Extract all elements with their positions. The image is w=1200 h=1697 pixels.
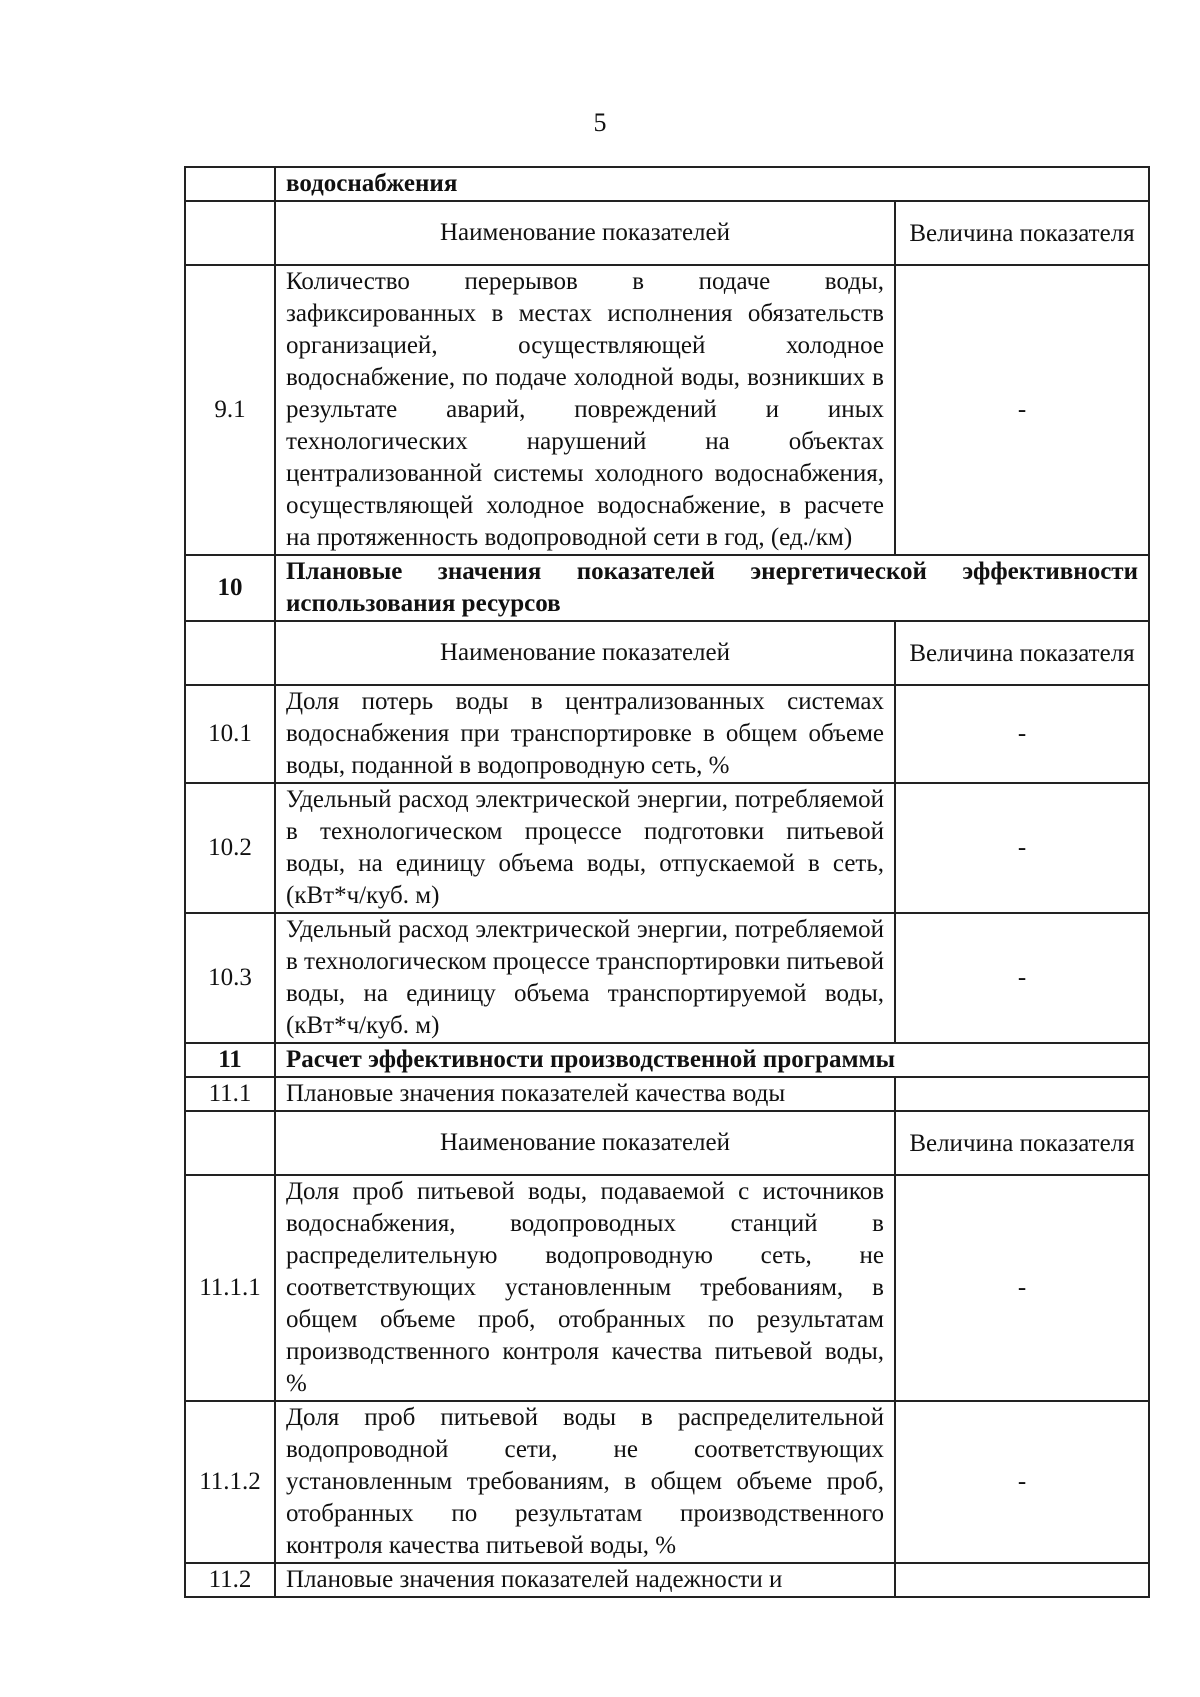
row-value-empty [895,1563,1149,1597]
table-row [185,1175,1149,1401]
section-number: 10 [185,555,275,621]
table-row [185,1401,1149,1563]
num-cell-empty [185,1111,275,1175]
row-number: 9.1 [185,265,275,555]
header-value: Величина показателя [895,201,1149,265]
table-header-row [185,621,1149,685]
section-row [185,555,1149,621]
row-number: 10.1 [185,685,275,783]
section-row [185,1043,1149,1077]
row-number: 11.1.2 [185,1401,275,1563]
header-value: Величина показателя [895,621,1149,685]
row-value: - [895,783,1149,913]
row-text: Доля потерь воды в централизованных системах водоснабжения при транспортировке в общем объеме воды, поданной в водопроводную сеть, % [275,685,895,783]
continued-section-title: водоснабжения [275,167,1149,201]
row-value: - [895,265,1149,555]
row-number: 11.2 [185,1563,275,1597]
section-title: Расчет эффективности производственной программы [275,1043,1149,1077]
header-name: Наименование показателей [275,621,895,685]
indicators-table [184,166,1150,1598]
table-row [185,1563,1149,1597]
row-value: - [895,1175,1149,1401]
num-cell-empty [185,201,275,265]
section-number: 11 [185,1043,275,1077]
table-header-row [185,1111,1149,1175]
header-name: Наименование показателей [275,201,895,265]
row-text: Доля проб питьевой воды, подаваемой с источников водоснабжения, водопроводных станций в распределительную водопроводную сеть, не соответствующих установленным требованиям, в общем объеме проб, отобранных по результатам производственного контроля качества питьевой воды, % [275,1175,895,1401]
table-row [185,265,1149,555]
table-row [185,913,1149,1043]
num-cell-empty [185,621,275,685]
table-row [185,167,1149,201]
row-value: - [895,1401,1149,1563]
table-header-row [185,201,1149,265]
row-number: 11.1.1 [185,1175,275,1401]
row-text: Плановые значения показателей качества воды [275,1077,895,1111]
row-text: Удельный расход электрической энергии, потребляемой в технологическом процессе подготовки питьевой воды, на единицу объема воды, отпускаемой в сеть, (кВт*ч/куб. м) [275,783,895,913]
section-title: Плановые значения показателей энергетической эффективности использования ресурсов [275,555,1149,621]
header-name: Наименование показателей [275,1111,895,1175]
page-number: 5 [593,108,607,137]
row-value: - [895,685,1149,783]
row-text: Плановые значения показателей надежности и [275,1563,895,1597]
table-row [185,1077,1149,1111]
num-cell-empty [185,167,275,201]
row-number: 10.3 [185,913,275,1043]
row-number: 11.1 [185,1077,275,1111]
table-row [185,783,1149,913]
header-value: Величина показателя [895,1111,1149,1175]
row-text: Доля проб питьевой воды в распределительной водопроводной сети, не соответствующих установленным требованиям, в общем объеме проб, отобранных по результатам производственного контроля качества питьевой воды, % [275,1401,895,1563]
table-row [185,685,1149,783]
row-value-empty [895,1077,1149,1111]
row-value: - [895,913,1149,1043]
row-number: 10.2 [185,783,275,913]
row-text: Количество перерывов в подаче воды, зафиксированных в местах исполнения обязательств организацией, осуществляющей холодное водоснабжение, по подаче холодной воды, возникших в результате аварий, повреждений и иных технологических нарушений на объектах централизованной системы холодного водоснабжения, осуществляющей холодное водоснабжение, в расчете на протяженность водопроводной сети в год, (ед./км) [275,265,895,555]
row-text: Удельный расход электрической энергии, потребляемой в технологическом процессе транспортировки питьевой воды, на единицу объема транспортируемой воды, (кВт*ч/куб. м) [275,913,895,1043]
